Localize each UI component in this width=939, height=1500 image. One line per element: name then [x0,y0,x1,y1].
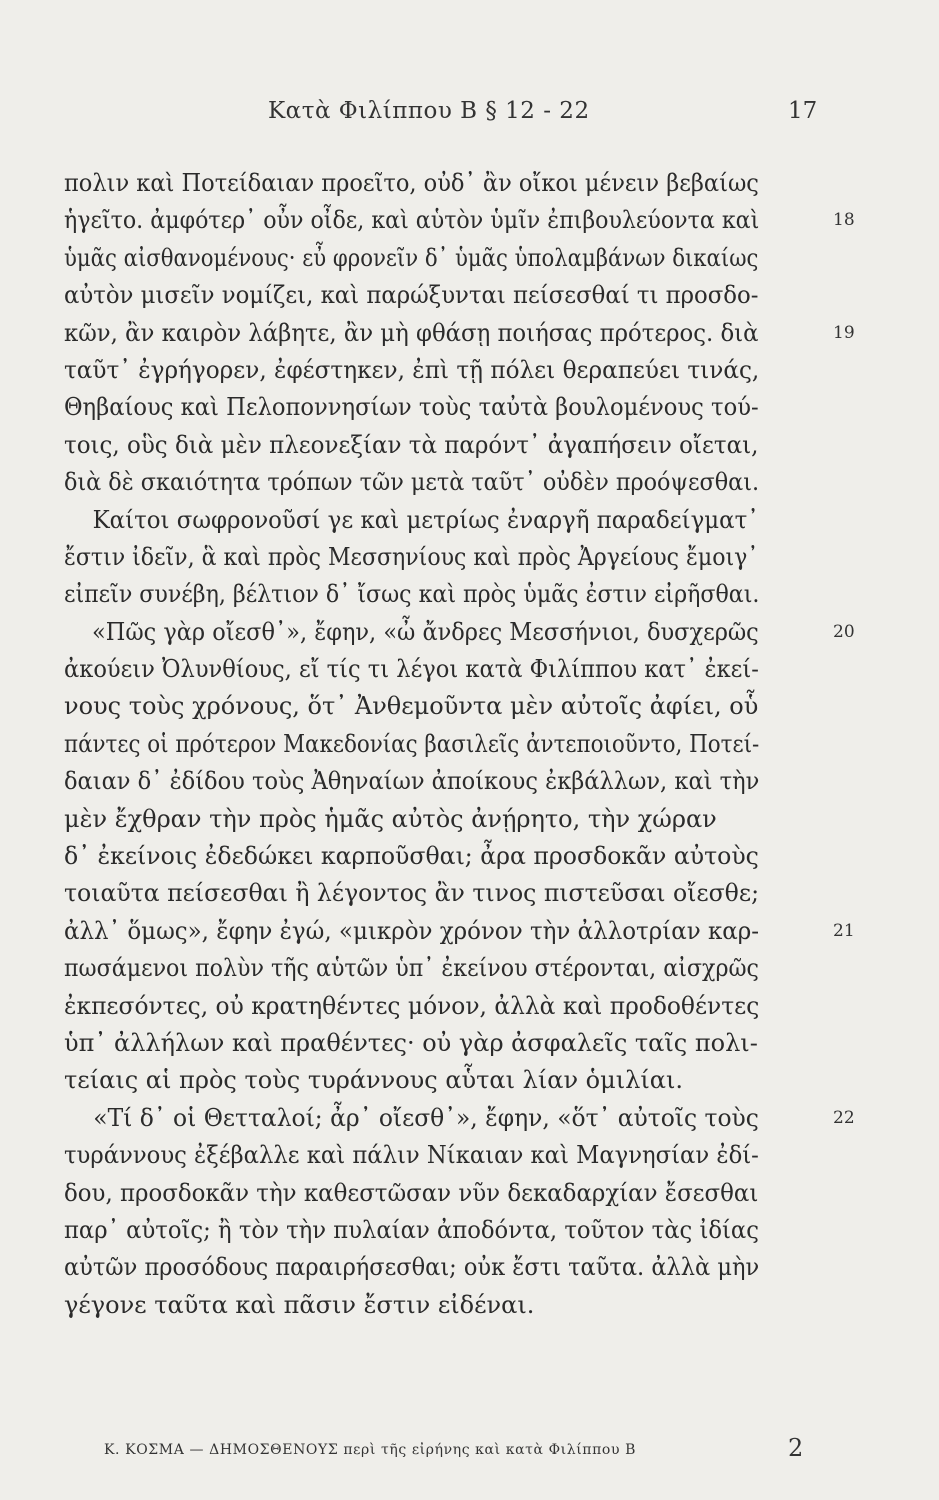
section-number: 20 [833,621,855,642]
text-line [64,801,834,838]
line-text: παρ᾽ αὐτοῖς; ἢ τὸν τὴν πυλαίαν ἀποδόντα, τοῦτον τὰς ἰδίας [64,1215,759,1244]
line-text: ὑμᾶς αἰσθανομένους· εὖ φρονεῖν δ᾽ ὑμᾶς ὑπολαμβάνων δικαίως [64,243,759,272]
running-title: Κατὰ Φιλίππου Β § 12 - 22 [268,98,590,124]
line-text: πάντες οἱ πρότερον Μακεδονίας βασιλεῖς ἀντεποιοῦντο, Ποτεί- [64,729,760,758]
line-text: δαιαν δ᾽ ἐδίδου τοὺς Ἀθηναίων ἀποίκους ἐκβάλλων, καὶ τὴν [64,767,760,796]
section-number: 19 [833,322,855,343]
text-line [64,726,834,763]
text-line [64,1137,834,1174]
text-line [64,614,855,651]
line-text: Καίτοι σωφρονοῦσί γε καὶ μετρίως ἐναργῆ παραδείγματ᾽ [92,505,759,534]
line-text: δου, προσδοκᾶν τὴν καθεστῶσαν νῦν δεκαδαρχίαν ἔσεσθαι [64,1178,759,1207]
text-line [64,875,834,912]
text-line [64,988,834,1025]
text-line [64,1249,834,1286]
line-text: αὐτὸν μισεῖν νομίζει, καὶ παρώξυνται πείσεσθαί τι προσδο- [64,281,759,310]
line-text: τοις, οὓς διὰ μὲν πλεονεξίαν τὰ παρόντ᾽ ἀγαπήσειν οἴεται, [64,430,759,459]
line-text: «Τί δ᾽ οἱ Θετταλοί; ἆρ᾽ οἴεσθ᾽», ἔφην, «ὅτ᾽ αὐτοῖς τοὺς [93,1103,759,1132]
text-line [64,913,855,950]
text-line [64,1175,834,1212]
line-text: κῶν, ἂν καιρὸν λάβητε, ἂν μὴ φθάσῃ ποιήσας πρότερος. διὰ [64,318,759,347]
text-line [64,389,834,426]
text-line [64,950,834,987]
line-text: δ᾽ ἐκείνοις ἐδεδώκει καρποῦσθαι; ἆρα προσδοκᾶν αὐτοὺς [64,842,759,871]
line-text: ἀκούειν Ὀλυνθίους, εἴ τίς τι λέγοι κατὰ Φιλίππου κατ᾽ ἐκεί- [64,655,759,684]
line-text: ὑπ᾽ ἀλλήλων καὶ πραθέντες· οὐ γὰρ ἀσφαλεῖς ταῖς πολι- [64,1028,758,1057]
text-line [64,539,834,576]
line-text: τείαις αἱ πρὸς τοὺς τυράννους αὗται λίαν ὁμιλίαι. [64,1066,684,1095]
text-line [64,1062,834,1099]
line-text: αὐτῶν προσόδους παραιρήσεσθαι; οὐκ ἔστι ταῦτα. ἀλλὰ μὴν [64,1253,760,1282]
footer-credit: Κ. ΚΟΣΜΑ — ΔΗΜΟΣΘΕΝΟΥΣ περὶ τῆς εἰρήνης καὶ κατὰ Φιλίππου Β [104,1442,636,1458]
text-line [64,240,834,277]
text-line [64,165,834,202]
line-text: γέγονε ταῦτα καὶ πᾶσιν ἔστιν εἰδέναι. [64,1290,535,1319]
text-line [64,1100,855,1137]
text-line [64,763,834,800]
text-line [64,651,834,688]
text-line [64,688,834,725]
line-text: ἐκπεσόντες, οὐ κρατηθέντες μόνον, ἀλλὰ καὶ προδοθέντες [64,991,760,1020]
section-number: 18 [833,210,855,231]
text-line [64,1025,834,1062]
line-text: «Πῶς γὰρ οἴεσθ᾽», ἔφην, «ὦ ἄνδρες Μεσσήνιοι, δυσχερῶς [92,617,759,646]
text-line [64,502,834,539]
line-text: Θηβαίους καὶ Πελοποννησίων τοὺς ταὐτὰ βουλομένους τού- [64,393,759,422]
line-text: εἰπεῖν συνέβη, βέλτιον δ᾽ ἴσως καὶ πρὸς ὑμᾶς ἐστιν εἰρῆσθαι. [64,580,760,609]
text-line [64,1287,834,1324]
text-line [64,277,834,314]
line-text: μὲν ἔχθραν τὴν πρὸς ἡμᾶς αὐτὸς ἀνῄρητο, τὴν χώραν [64,804,717,833]
line-text: νους τοὺς χρόνους, ὅτ᾽ Ἀνθεμοῦντα μὲν αὐτοῖς ἀφίει, οὗ [64,692,759,721]
line-text: τοιαῦτα πείσεσθαι ἢ λέγοντος ἂν τινος πιστεῦσαι οἴεσθε; [64,879,760,908]
body-text [64,165,855,1324]
text-line [64,427,834,464]
signature-mark: 2 [788,1434,804,1462]
text-line [64,576,834,613]
text-line [64,1212,834,1249]
page-footer [0,1434,939,1468]
line-text: πολιν καὶ Ποτείδαιαν προεῖτο, οὐδ᾽ ἂν οἴκοι μένειν βεβαίως [64,169,759,197]
text-line [64,202,855,239]
line-text: πωσάμενοι πολὺν τῆς αὑτῶν ὑπ᾽ ἐκείνου στέρονται, αἰσχρῶς [64,954,759,983]
line-text: ἀλλ᾽ ὅμως», ἔφην ἐγώ, «μικρὸν χρόνον τὴν ἀλλοτρίαν καρ- [64,916,760,945]
line-text: τυράννους ἐξέβαλλε καὶ πάλιν Νίκαιαν καὶ Μαγνησίαν ἐδί- [64,1141,759,1170]
line-text: διὰ δὲ σκαιότητα τρόπων τῶν μετὰ ταῦτ᾽ οὐδὲν προόψεσθαι. [64,468,760,497]
line-text: ἔστιν ἰδεῖν, ἃ καὶ πρὸς Μεσσηνίους καὶ πρὸς Ἀργείους ἔμοιγ᾽ [64,542,759,571]
line-text: ἡγεῖτο. ἀμφότερ᾽ οὖν οἶδε, καὶ αὑτὸν ὑμῖν ἐπιβουλεύοντα καὶ [64,206,760,235]
text-line [64,464,834,501]
text-line [64,838,834,875]
page-number: 17 [788,98,818,124]
text-line [64,315,855,352]
text-line [64,352,834,389]
section-number: 21 [833,920,855,941]
section-number: 22 [833,1107,855,1128]
line-text: ταῦτ᾽ ἐγρήγορεν, ἐφέστηκεν, ἐπὶ τῇ πόλει θεραπεύει τινάς, [64,355,760,384]
running-header [0,98,939,138]
